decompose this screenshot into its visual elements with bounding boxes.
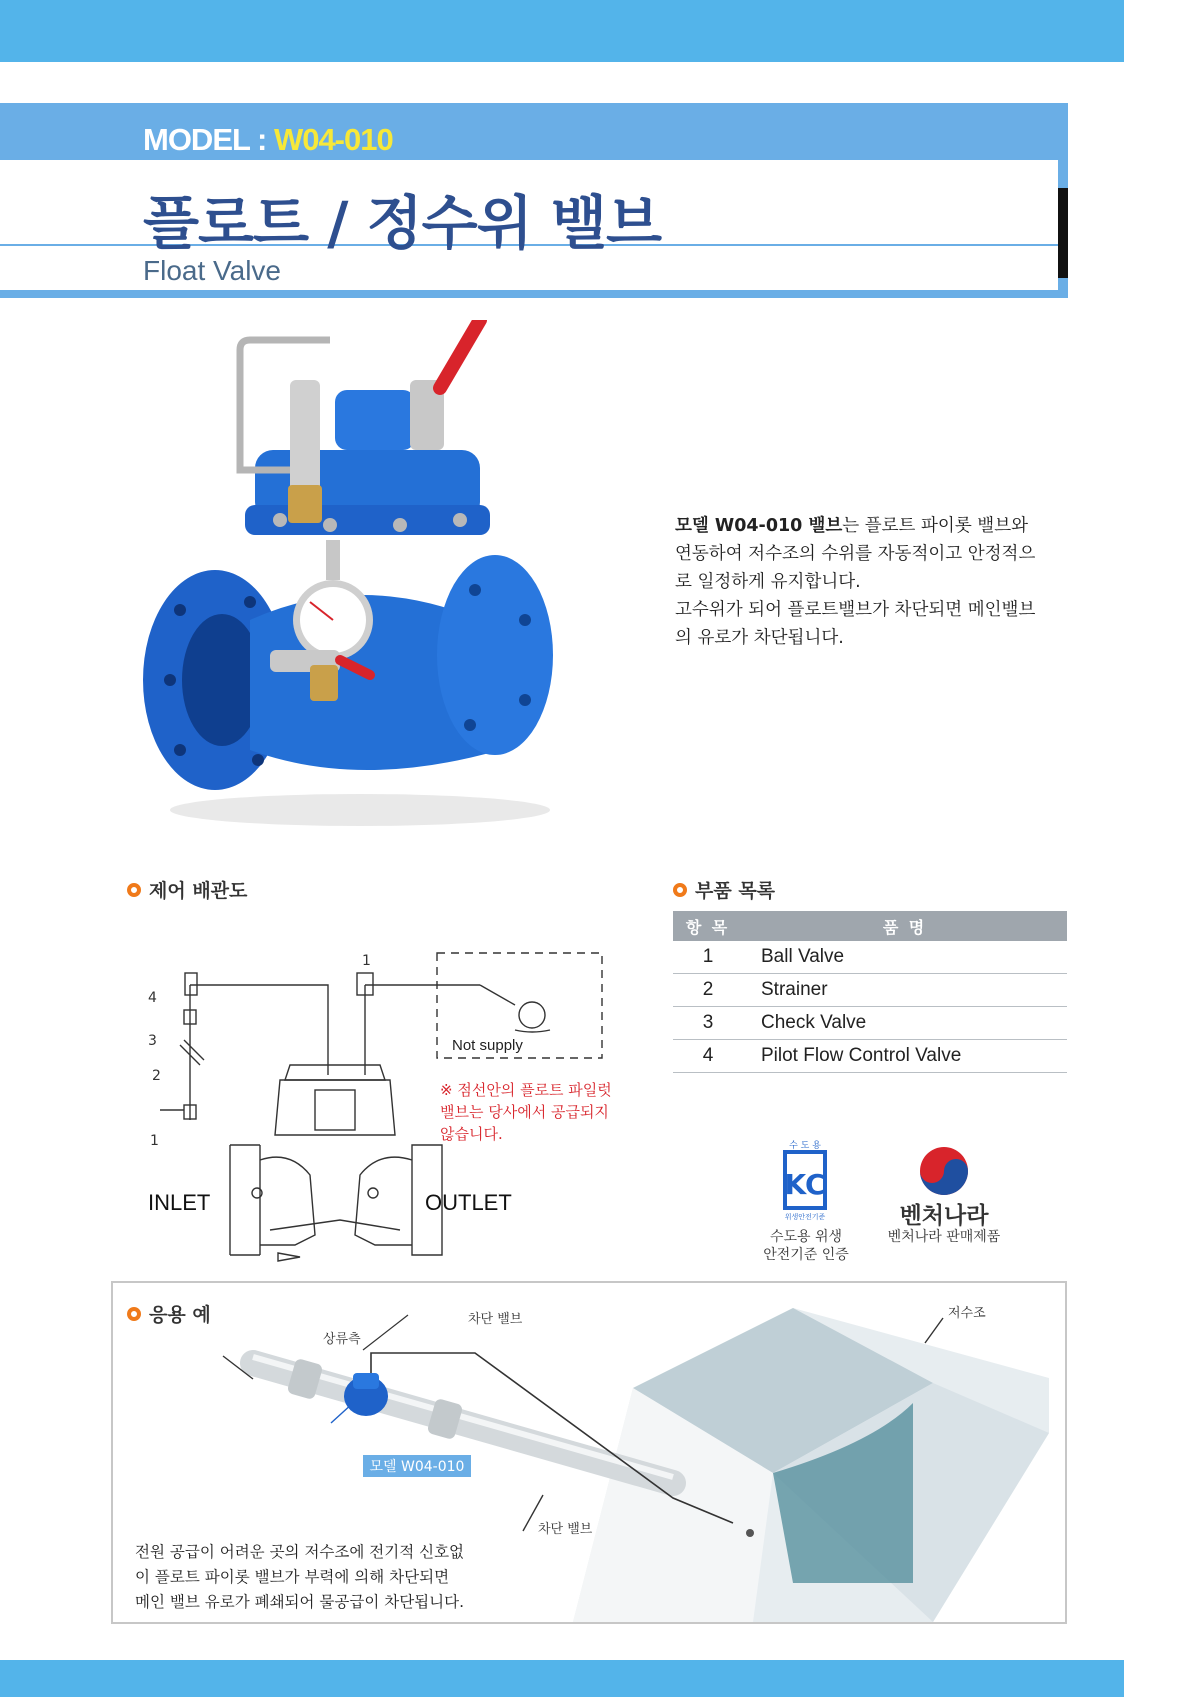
outlet-label: OUTLET bbox=[425, 1190, 512, 1215]
kc-top-text: 수 도 용 bbox=[789, 1141, 821, 1151]
row-number: 4 bbox=[673, 1040, 743, 1073]
description-line5: 의 유로가 차단됩니다. bbox=[675, 628, 844, 648]
row-number: 2 bbox=[673, 974, 743, 1007]
table-row bbox=[673, 1007, 1067, 1040]
header-name: 품 명 bbox=[743, 911, 1067, 941]
upstream-label: 상류측 bbox=[323, 1332, 361, 1347]
model-code: W04-010 bbox=[273, 122, 393, 157]
venture-nara-logo-icon bbox=[918, 1145, 970, 1197]
description-model: 모델 W04-010 밸브 bbox=[675, 516, 843, 536]
table-row bbox=[673, 974, 1067, 1007]
note-line-1: ※ 점선안의 플로트 파일럿 bbox=[440, 1081, 612, 1099]
top-band bbox=[0, 0, 1124, 62]
kc-certification-logo bbox=[780, 1138, 830, 1223]
section-control-title bbox=[127, 876, 247, 903]
venture-nara-caption: 벤처나라 판매제품 bbox=[887, 1229, 1001, 1245]
section-parts-label: 부품 목록 bbox=[695, 880, 776, 902]
bullet-circle-icon bbox=[673, 883, 687, 897]
kc-mark-text: KC bbox=[784, 1168, 826, 1201]
description-line1: 는 플로트 파이롯 밸브와 bbox=[842, 516, 1029, 536]
description-line4: 고수위가 되어 플로트밸브가 차단되면 메인밸브 bbox=[675, 600, 1036, 620]
row-part-name: Strainer bbox=[743, 974, 1067, 1007]
table-row bbox=[673, 1040, 1067, 1073]
section-control-label: 제어 배관도 bbox=[149, 880, 248, 902]
note-line-2: 밸브는 당사에서 공급되지 bbox=[440, 1103, 609, 1121]
control-piping-diagram bbox=[140, 935, 640, 1270]
section-application-label: 응용 예 bbox=[149, 1304, 211, 1326]
inlet-label: INLET bbox=[148, 1190, 211, 1215]
diagram-number-3: 3 bbox=[148, 1033, 157, 1049]
application-description bbox=[135, 1540, 464, 1615]
tank-label: 저수조 bbox=[948, 1306, 986, 1321]
row-part-name: Ball Valve bbox=[743, 941, 1067, 974]
bullet-circle-icon bbox=[127, 883, 141, 897]
model-label bbox=[143, 122, 393, 158]
application-text-line2: 이 플로트 파이롯 밸브가 부력에 의해 차단되면 bbox=[135, 1568, 450, 1586]
page-subtitle: Float Valve bbox=[143, 255, 281, 286]
model-tag-label: 모델 W04-010 bbox=[369, 1459, 465, 1475]
section-parts-title bbox=[673, 876, 775, 903]
not-supply-label: Not supply bbox=[452, 1037, 523, 1054]
shutoff-valve-bottom-label: 차단 밸브 bbox=[538, 1522, 593, 1537]
page-title: 플로트 / 정수위 밸브 bbox=[143, 189, 661, 257]
parts-table-header bbox=[673, 911, 1067, 941]
header-edge-mark bbox=[1058, 188, 1068, 278]
row-number: 1 bbox=[673, 941, 743, 974]
kc-caption bbox=[750, 1228, 862, 1264]
kc-caption-line2: 안전기준 인증 bbox=[763, 1247, 849, 1263]
diagram-number-2: 2 bbox=[152, 1068, 161, 1084]
venture-nara-name: 벤처나라 bbox=[899, 1203, 989, 1229]
product-description bbox=[675, 512, 1068, 652]
row-part-name: Pilot Flow Control Valve bbox=[743, 1040, 1067, 1073]
diagram-number-1-top: 1 bbox=[362, 953, 371, 969]
diagram-number-1-bottom: 1 bbox=[150, 1133, 159, 1149]
parts-table bbox=[673, 911, 1067, 1073]
diagram-number-4: 4 bbox=[148, 990, 157, 1006]
shutoff-valve-top-label: 차단 밸브 bbox=[468, 1312, 523, 1327]
bottom-band bbox=[0, 1660, 1124, 1697]
row-part-name: Check Valve bbox=[743, 1007, 1067, 1040]
description-line2: 연동하여 저수조의 수위를 자동적이고 안정적으 bbox=[675, 544, 1036, 564]
header-item: 항 목 bbox=[673, 911, 743, 941]
model-prefix: MODEL : bbox=[143, 122, 274, 157]
application-text-line3: 메인 밸브 유로가 폐쇄되어 물공급이 차단됩니다. bbox=[135, 1593, 465, 1611]
kc-caption-line1: 수도용 위생 bbox=[769, 1229, 843, 1245]
description-line3: 로 일정하게 유지합니다. bbox=[675, 572, 861, 592]
application-text-line1: 전원 공급이 어려운 곳의 저수조에 전기적 신호없 bbox=[135, 1543, 465, 1561]
row-number: 3 bbox=[673, 1007, 743, 1040]
kc-bottom-text: 위생안전기준 bbox=[784, 1213, 826, 1221]
note-line-3: 않습니다. bbox=[440, 1125, 503, 1143]
table-row bbox=[673, 941, 1067, 974]
valve-product-image bbox=[140, 320, 580, 830]
